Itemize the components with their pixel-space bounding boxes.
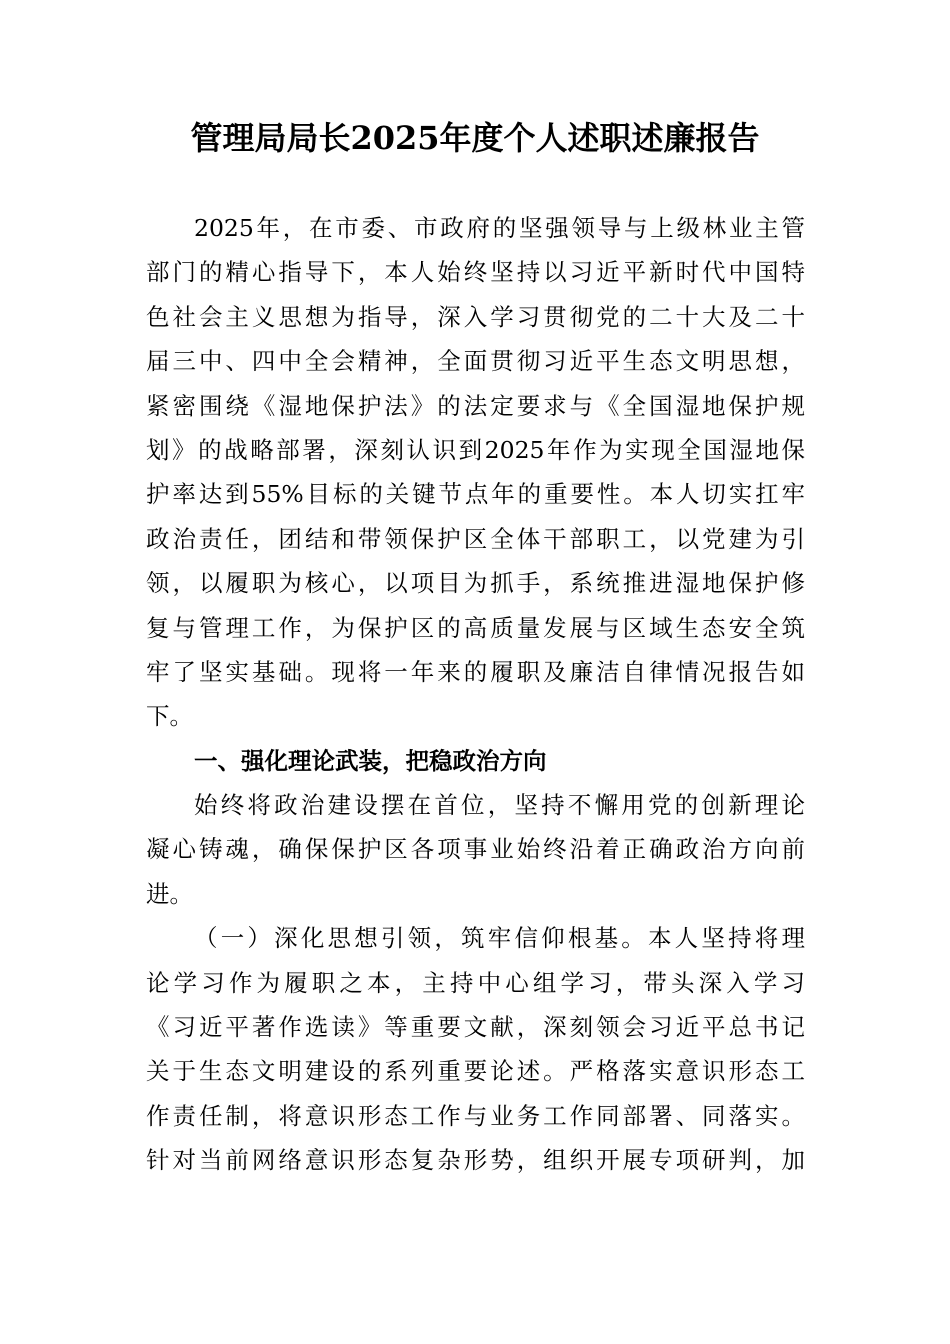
section-heading — [146, 739, 805, 783]
paragraph-line: 2025年，在市委、市政府的坚强领导与上级林业主管 — [194, 214, 805, 242]
heading-text: 一、强化理论武装，把稳政治方向 — [194, 746, 547, 775]
paragraph-line: 复与管理工作，为保护区的高质量发展与区域生态安全筑 — [146, 613, 805, 642]
paragraph-line: 《习近平著作选读》等重要文献，深刻领会习近平总书记 — [146, 1013, 805, 1042]
document-title: 管理局局长2025年度个人述职述廉报告 — [190, 119, 760, 157]
paragraph — [146, 916, 805, 1182]
paragraph-line: 凝心铸魂，确保保护区各项事业始终沿着正确政治方向前 — [146, 835, 805, 864]
paragraph-line: 护率达到55%目标的关键节点年的重要性。本人切实扛牢 — [146, 480, 805, 509]
paragraph — [146, 206, 805, 739]
paragraph-line: （一）深化思想引领，筑牢信仰根基。本人坚持将理 — [194, 924, 805, 953]
paragraph-line: 紧密围绕《湿地保护法》的法定要求与《全国湿地保护规 — [146, 391, 805, 420]
paragraph-line: 牢了坚实基础。现将一年来的履职及廉洁自律情况报告如 — [146, 657, 805, 686]
paragraph — [146, 783, 805, 916]
paragraph-line: 关于生态文明建设的系列重要论述。严格落实意识形态工 — [146, 1057, 805, 1086]
paragraph-line: 色社会主义思想为指导，深入学习贯彻党的二十大及二十 — [146, 302, 805, 331]
paragraph-line: 下。 — [146, 702, 193, 731]
document-body — [146, 206, 805, 1183]
paragraph-line: 作责任制，将意识形态工作与业务工作同部署、同落实。 — [146, 1101, 805, 1130]
paragraph-line: 政治责任，团结和带领保护区全体干部职工，以党建为引 — [146, 524, 805, 553]
paragraph-line: 针对当前网络意识形态复杂形势，组织开展专项研判，加 — [146, 1146, 805, 1175]
paragraph-line: 划》的战略部署，深刻认识到2025年作为实现全国湿地保 — [146, 435, 805, 464]
paragraph-line: 领，以履职为核心，以项目为抓手，系统推进湿地保护修 — [146, 569, 805, 598]
paragraph-line: 进。 — [146, 879, 193, 908]
paragraph-line: 始终将政治建设摆在首位，坚持不懈用党的创新理论 — [194, 791, 805, 820]
paragraph-line: 论学习作为履职之本，主持中心组学习，带头深入学习 — [146, 968, 805, 997]
paragraph-line: 届三中、四中全会精神，全面贯彻习近平生态文明思想， — [146, 347, 805, 376]
paragraph-line: 部门的精心指导下，本人始终坚持以习近平新时代中国特 — [146, 258, 805, 287]
